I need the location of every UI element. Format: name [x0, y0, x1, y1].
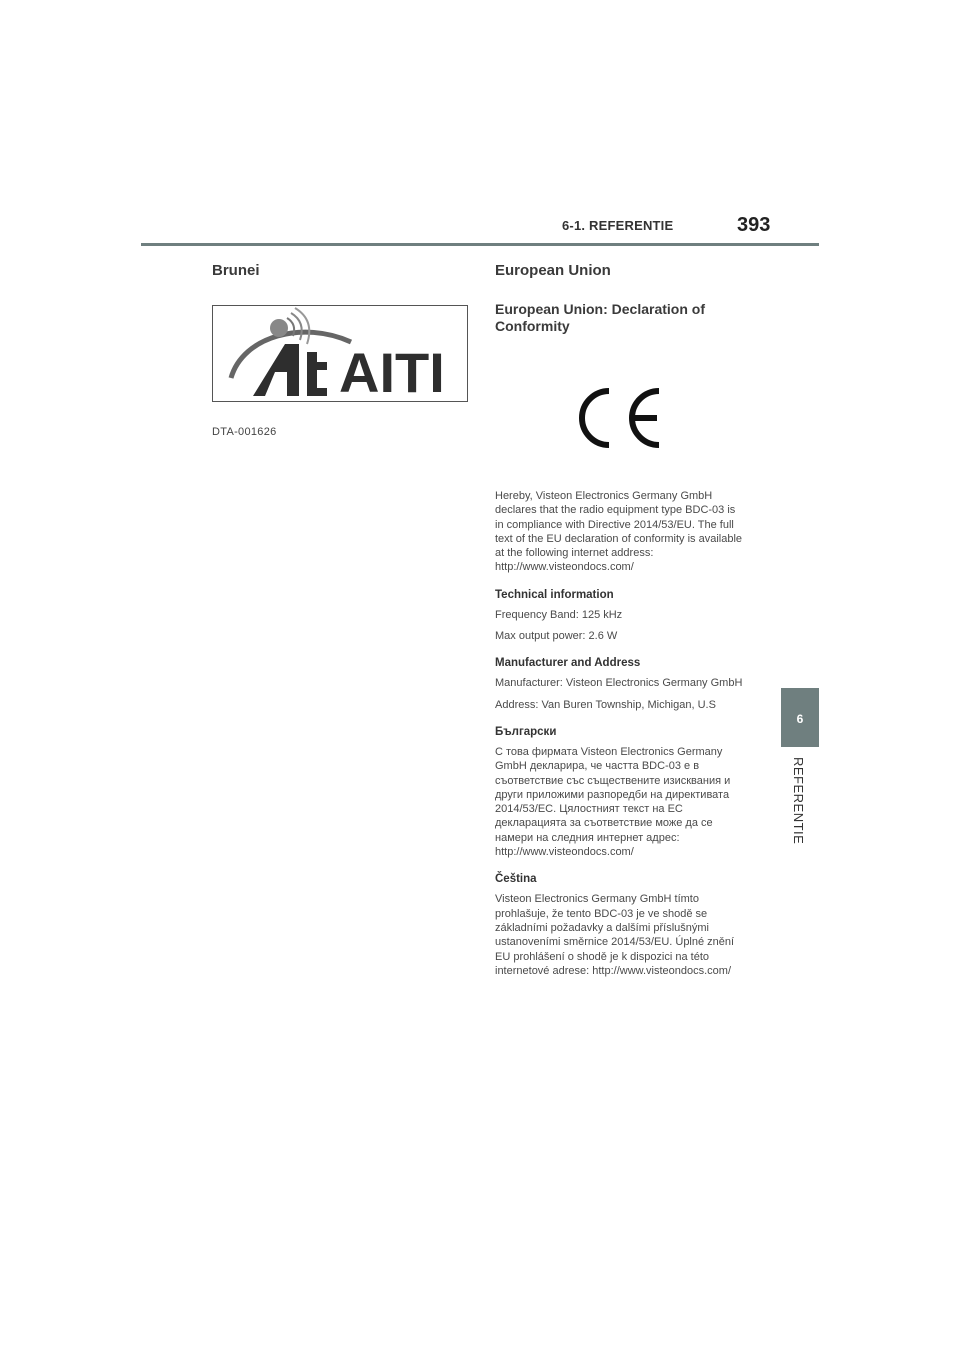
aiti-logo-text: AITI [339, 341, 445, 401]
header-divider [141, 243, 819, 246]
ce-mark-icon [573, 385, 663, 451]
page-number: 393 [737, 214, 771, 236]
chapter-tab [781, 688, 819, 747]
aiti-logo [212, 305, 468, 402]
right-column [495, 262, 745, 978]
dta-code: DTA-001626 [212, 426, 277, 438]
chapter-label: REFERENTIE [791, 757, 806, 845]
manufacturer-address: Address: Van Buren Township, Michigan, U.S [495, 698, 716, 711]
max-output-power: Max output power: 2.6 W [495, 630, 618, 643]
eu-subheading: European Union: Declaration of Conformity [495, 301, 706, 334]
bulgarian-text: С това фирмата Visteon Electronics Germany GmbH декларира, че частта BDC-03 е в съответствие със съществените изисквания и други приложими разпоредби на директивата 2014/53/EC. Цялостният текст на ЕС декларацията за съответствие може да се намери на следния интернет адрес: http://www.visteondocs.com/ [495, 745, 731, 859]
czech-text: Visteon Electronics Germany GmbH tímto prohlašuje, že tento BDC-03 je ve shodě se základními požadavky a dalšími příslušnými ustanoveními směrnice 2014/53/EU. Úplné znění EU prohlášení o shodě je k dispozici na této internetové adrese: http://www.visteondocs.com/ [495, 893, 735, 977]
bulgarian-heading: Български [495, 725, 557, 738]
brunei-heading: Brunei [212, 262, 260, 279]
chapter-number: 6 [796, 712, 804, 726]
manufacturer-heading: Manufacturer and Address [495, 657, 641, 670]
technical-heading: Technical information [495, 588, 614, 601]
section-title: 6-1. REFERENTIE [562, 218, 674, 233]
eu-heading: European Union [495, 262, 611, 279]
declaration-text: Hereby, Visteon Electronics Germany GmbH declares that the radio equipment type BDC-03 is in compliance with Directive 2014/53/EU. The full text of the EU declaration of conformity is available at the following internet address: http://www.visteondocs.com/ [495, 490, 743, 574]
czech-heading: Čeština [495, 873, 537, 886]
frequency-band: Frequency Band: 125 kHz [495, 608, 623, 621]
left-column [212, 262, 468, 438]
manufacturer-name: Manufacturer: Visteon Electronics Germany GmbH [495, 677, 743, 690]
